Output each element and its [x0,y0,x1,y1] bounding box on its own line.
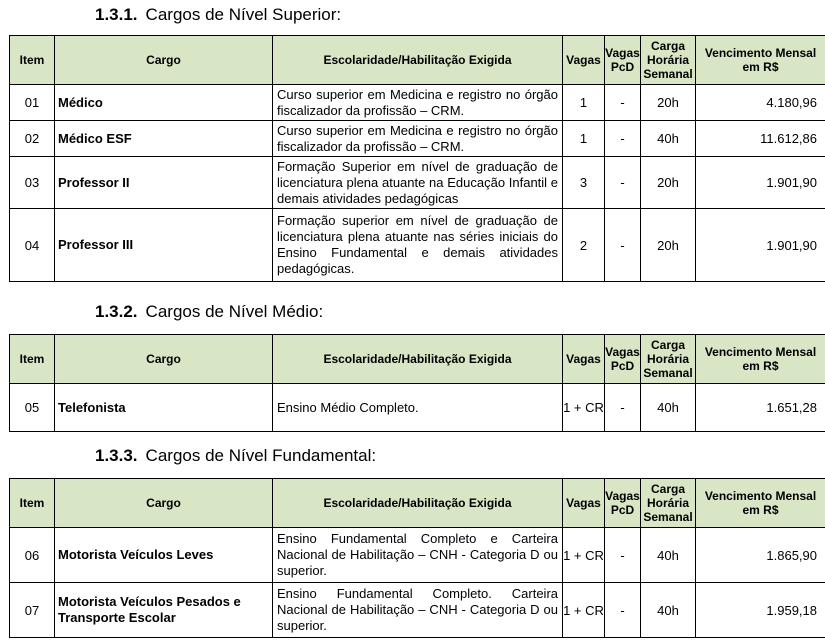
header-vagas-pcd: Vagas PcD [605,335,641,384]
carga-cell: 20h [641,209,696,282]
section-number: 1.3.3. [95,446,138,465]
section-heading: Cargos de Nível Fundamental: [145,446,377,465]
vagas-cell: 1 [563,85,605,121]
header-vagas-pcd: Vagas PcD [605,479,641,528]
carga-cell: 40h [641,528,696,583]
vencimento-cell: 4.180,96 [696,85,825,121]
table-row [10,121,825,157]
carga-cell: 20h [641,157,696,209]
header-item: Item [10,36,55,85]
vencimento-cell: 1.865,90 [696,528,825,583]
vencimento-cell: 1.959,18 [696,583,825,638]
escolaridade-cell: Formação Superior em nível de graduação de licenciatura plena atuante na Educação Infantil e demais atividades pedagógicas [273,157,563,209]
vencimento-cell: 1.651,28 [696,384,825,432]
cargo-cell: Motorista Veículos Leves [55,528,273,583]
escolaridade-cell: Curso superior em Medicina e registro no órgão fiscalizador da profissão – CRM. [273,121,563,157]
header-item: Item [10,479,55,528]
section-number: 1.3.1. [95,5,138,24]
vagas-pcd-cell: - [605,121,641,157]
table-row [10,384,825,432]
header-cargo: Cargo [55,479,273,528]
header-carga: Carga Horária Semanal [641,335,696,384]
vencimento-cell: 1.901,90 [696,157,825,209]
header-escolaridade: Escolaridade/Habilitação Exigida [273,335,563,384]
jobs-table-medio [9,334,825,432]
cargo-cell: Médico ESF [55,121,273,157]
header-vencimento: Vencimento Mensal em R$ [696,335,825,384]
section-heading: Cargos de Nível Médio: [145,302,324,321]
item-cell: 02 [10,121,55,157]
escolaridade-cell: Ensino Médio Completo. [273,384,563,432]
vagas-pcd-cell: - [605,209,641,282]
cargo-cell: Telefonista [55,384,273,432]
header-vagas: Vagas [563,479,605,528]
header-cargo: Cargo [55,335,273,384]
item-cell: 05 [10,384,55,432]
carga-cell: 40h [641,583,696,638]
carga-cell: 40h [641,384,696,432]
item-cell: 04 [10,209,55,282]
vagas-cell: 3 [563,157,605,209]
header-vencimento: Vencimento Mensal em R$ [696,36,825,85]
cargo-cell: Motorista Veículos Pesados e Transporte Escolar [55,583,273,638]
cargo-cell: Professor III [55,209,273,282]
header-escolaridade: Escolaridade/Habilitação Exigida [273,479,563,528]
escolaridade-cell: Formação superior em nível de graduação de licenciatura plena atuante nas séries iniciais do Ensino Fundamental e demais atividades pedagógicas. [273,209,563,282]
section-heading: Cargos de Nível Superior: [145,5,342,24]
vagas-cell: 2 [563,209,605,282]
header-item: Item [10,335,55,384]
header-vagas: Vagas [563,335,605,384]
header-vagas-pcd: Vagas PcD [605,36,641,85]
section-title [95,5,341,25]
escolaridade-cell: Ensino Fundamental Completo e Carteira Nacional de Habilitação – CNH - Categoria D ou superior. [273,528,563,583]
section-title [95,446,376,466]
header-carga: Carga Horária Semanal [641,36,696,85]
header-vencimento: Vencimento Mensal em R$ [696,479,825,528]
jobs-table-fundamental [9,478,825,638]
cargo-cell: Médico [55,85,273,121]
vagas-cell: 1 + CR [563,384,605,432]
carga-cell: 40h [641,121,696,157]
item-cell: 07 [10,583,55,638]
header-escolaridade: Escolaridade/Habilitação Exigida [273,36,563,85]
table-header-row [10,479,825,528]
table-row [10,209,825,282]
section-title [95,302,323,322]
cargo-cell: Professor II [55,157,273,209]
escolaridade-cell: Curso superior em Medicina e registro no órgão fiscalizador da profissão – CRM. [273,85,563,121]
section-number: 1.3.2. [95,302,138,321]
table-row [10,528,825,583]
table-row [10,157,825,209]
vagas-cell: 1 + CR [563,528,605,583]
table-row [10,85,825,121]
table-row [10,583,825,638]
table-header-row [10,335,825,384]
vagas-cell: 1 + CR [563,583,605,638]
header-vagas: Vagas [563,36,605,85]
vagas-pcd-cell: - [605,528,641,583]
vagas-cell: 1 [563,121,605,157]
table-header-row [10,36,825,85]
vagas-pcd-cell: - [605,583,641,638]
header-carga: Carga Horária Semanal [641,479,696,528]
vencimento-cell: 1.901,90 [696,209,825,282]
vencimento-cell: 11.612,86 [696,121,825,157]
vagas-pcd-cell: - [605,157,641,209]
vagas-pcd-cell: - [605,384,641,432]
item-cell: 06 [10,528,55,583]
escolaridade-cell: Ensino Fundamental Completo. Carteira Nacional de Habilitação – CNH - Categoria D ou superior. [273,583,563,638]
carga-cell: 20h [641,85,696,121]
jobs-table-superior [9,35,825,282]
vagas-pcd-cell: - [605,85,641,121]
header-cargo: Cargo [55,36,273,85]
item-cell: 01 [10,85,55,121]
item-cell: 03 [10,157,55,209]
